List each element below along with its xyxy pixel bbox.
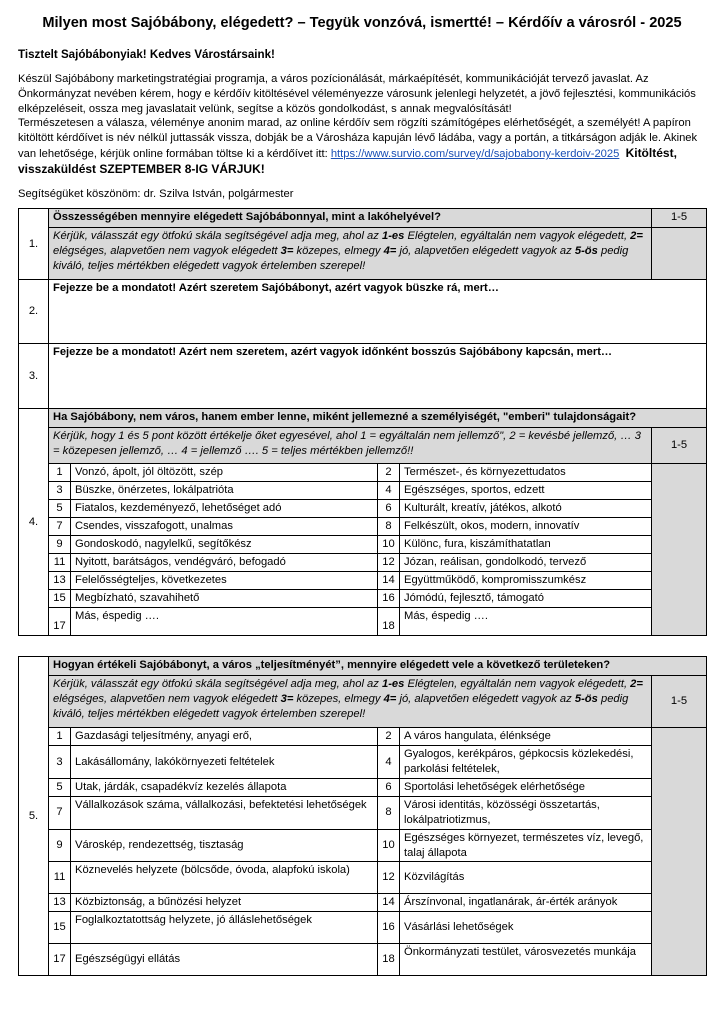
q5-item-number: 8 — [378, 796, 400, 829]
q5-score-label: 1-5 — [652, 676, 707, 728]
q4-item-number: 3 — [49, 482, 71, 500]
q2-question: Fejezze be a mondatot! Azért szeretem Sajóbábonyt, azért vagyok büszke rá, mert… — [53, 282, 499, 295]
q5-item-number: 6 — [378, 778, 400, 796]
q4-item-label: Józan, reálisan, gondolkodó, tervező — [400, 554, 652, 572]
q5-item-number: 7 — [49, 796, 71, 829]
q4-item-label: Együttműködő, kompromisszumkész — [400, 572, 652, 590]
q4-item-label: Vonzó, ápolt, jól öltözött, szép — [71, 464, 378, 482]
q4-number: 4. — [19, 409, 49, 636]
q5-item-number: 1 — [49, 728, 71, 746]
q3-question: Fejezze be a mondatot! Azért nem szeretem, azért vagyok időnként bosszús Sajóbábony kapcsán, mert… — [53, 346, 613, 359]
q4-item-number: 1 — [49, 464, 71, 482]
q1-score-field[interactable] — [652, 228, 707, 280]
q1-instructions: Kérjük, válasszát egy ötfokú skála segítségével adja meg, ahol az 1-es Elégtelen, egyáltalán nem vagyok elégedett, 2= elégséges, alapvetően nem vagyok elégedett 3= közepes, elmegy 4= jó, alapvetően elégedett vagyok az 5-ös pedig kiváló, teljes mértékben elégedett vagyok értelemben szerepel! — [49, 228, 652, 280]
greeting: Tisztelt Sajóbábonyiak! Kedves Várostársaink! — [18, 48, 275, 62]
q2-number: 2. — [19, 280, 49, 344]
q4-other-field[interactable]: Más, éspedig …. — [400, 608, 652, 636]
q4-item-number: 11 — [49, 554, 71, 572]
q5-item-label: Gyalogos, kerékpáros, gépkocsis közlekedési, parkolási feltételek, — [400, 746, 652, 779]
q5-item-label: Köznevelés helyzete (bölcsőde, óvoda, alapfokú iskola) — [71, 862, 378, 894]
q4-item-label: Fiatalos, kezdeményező, lehetőséget adó — [71, 500, 378, 518]
q5-item-number: 15 — [49, 912, 71, 944]
q4-item-label: Természet-, és környezettudatos — [400, 464, 652, 482]
q4-item-number: 17 — [49, 608, 71, 636]
q5-item-number: 10 — [378, 829, 400, 862]
thanks-signature: Segítségüket köszönöm: dr. Szilva István, polgármester — [18, 188, 294, 201]
q5-item-label: Árszínvonal, ingatlanárak, ár-érték arányok — [400, 894, 652, 912]
q5-question: Hogyan értékeli Sajóbábonyt, a város „teljesítményét”, mennyire elégedett vele a következő területeken? — [49, 657, 707, 676]
q5-item-label: Sportolási lehetőségek elérhetősége — [400, 778, 652, 796]
q4-item-number: 18 — [378, 608, 400, 636]
q4-item-number: 5 — [49, 500, 71, 518]
q4-item-number: 2 — [378, 464, 400, 482]
deadline-text: Kitöltést, visszaküldést SZEPTEMBER 8-IG VÁRJUK! — [18, 146, 677, 177]
q4-item-label: Nyitott, barátságos, vendégváró, befogadó — [71, 554, 378, 572]
q5-item-label: Vásárlási lehetőségek — [400, 912, 652, 944]
q4-item-label: Büszke, önérzetes, lokálpatrióta — [71, 482, 378, 500]
q5-number: 5. — [19, 657, 49, 976]
q4-item-number: 7 — [49, 518, 71, 536]
q4-score-label: 1-5 — [652, 428, 707, 464]
q5-item-number: 11 — [49, 862, 71, 894]
q4-item-number: 6 — [378, 500, 400, 518]
q1-score-label: 1-5 — [652, 209, 707, 228]
q4-item-number: 14 — [378, 572, 400, 590]
q5-item-number: 13 — [49, 894, 71, 912]
q4-item-label: Megbízható, szavahihető — [71, 590, 378, 608]
q3-number: 3. — [19, 344, 49, 409]
q4-item-number: 12 — [378, 554, 400, 572]
q5-item-number: 16 — [378, 912, 400, 944]
survey-table-2 — [18, 656, 707, 976]
intro — [18, 72, 706, 178]
q5-item-label: A város hangulata, élénksége — [400, 728, 652, 746]
q4-item-label: Felkészült, okos, modern, innovatív — [400, 518, 652, 536]
q5-item-number: 14 — [378, 894, 400, 912]
intro-paragraph-1: Készül Sajóbábony marketingstratégiai programja, a város pozícionálását, márkaépítését, kommunikációját tervező javaslat. Az Önkormányzat nevében kérem, hogy e kérdőív kitöltésével véleményezze városunk jelenlegi helyzetét, a jövő fejlesztési, kommunikációs elképzeléseit, ossza meg javaslatait velünk, segítse a közös gondolkodást, s annak megvalósítását! — [18, 72, 696, 115]
q5-instructions: Kérjük, válasszát egy ötfokú skála segítségével adja meg, ahol az 1-es Elégtelen, egyáltalán nem vagyok elégedett, 2= elégséges, alapvetően nem vagyok elégedett 3= közepes, elmegy 4= jó, alapvetően elégedett vagyok az 5-ös pedig kiváló, teljes mértékben elégedett vagyok értelemben szerepel! — [49, 676, 652, 728]
q4-item-label: Különc, fura, kiszámíthatatlan — [400, 536, 652, 554]
survey-table-1 — [18, 208, 707, 636]
q5-item-label: Gazdasági teljesítmény, anyagi erő, — [71, 728, 378, 746]
q5-item-label: Városi identitás, közösségi összetartás, lokálpatriotizmus, — [400, 796, 652, 829]
intro-paragraph-2 — [18, 116, 706, 178]
q5-item-number: 4 — [378, 746, 400, 779]
q4-other-field[interactable]: Más, éspedig …. — [71, 608, 378, 636]
q5-item-number: 5 — [49, 778, 71, 796]
q5-item-label: Vállalkozások száma, vállalkozási, befektetési lehetőségek — [71, 796, 378, 829]
q4-item-label: Felelősségteljes, következetes — [71, 572, 378, 590]
q5-item-label: Önkormányzati testület, városvezetés munkája — [400, 944, 652, 976]
q5-item-label: Egészségügyi ellátás — [71, 944, 378, 976]
q5-item-number: 3 — [49, 746, 71, 779]
q2-answer-field[interactable] — [49, 280, 707, 344]
q4-item-number: 15 — [49, 590, 71, 608]
q4-question: Ha Sajóbábony, nem város, hanem ember lenne, miként jellemezné a személyiségét, "emberi" tulajdonságait? — [49, 409, 707, 428]
q5-item-label: Egészséges környezet, természetes víz, levegő, talaj állapota — [400, 829, 652, 862]
q4-item-label: Csendes, visszafogott, unalmas — [71, 518, 378, 536]
page-title: Milyen most Sajóbábony, elégedett? – Tegyük vonzóvá, ismertté! – Kérdőív a városról - 2025 — [42, 15, 682, 31]
q4-item-number: 9 — [49, 536, 71, 554]
q5-item-number: 12 — [378, 862, 400, 894]
q5-item-label: Foglalkoztatottság helyzete, jó álláslehetőségek — [71, 912, 378, 944]
q4-item-label: Kulturált, kreatív, játékos, alkotó — [400, 500, 652, 518]
q4-item-label: Jómódú, fejlesztő, támogató — [400, 590, 652, 608]
q4-score-field[interactable] — [652, 464, 707, 636]
q1-number: 1. — [19, 209, 49, 280]
q4-item-number: 4 — [378, 482, 400, 500]
q4-item-label: Egészséges, sportos, edzett — [400, 482, 652, 500]
q4-item-number: 8 — [378, 518, 400, 536]
q5-item-number: 2 — [378, 728, 400, 746]
intro-paragraph-2-text: Természetesen a válasza, véleménye anonim marad, az online kérdőív sem rögzíti számítógépes elérhetőségét, a személyét! A papíron kitöltött kérdőívet is név nélkül juttassák vissza, dobják be a Városháza kapuján lévő ládába, vagy a portán, a titkárságon adják le. Akinek van lehetősége, kérjük online formában töltse ki a kérdőívet itt: — [18, 117, 698, 161]
survey-link[interactable]: https://www.survio.com/survey/d/sajobabony-kerdoiv-2025 — [330, 148, 620, 161]
q5-score-field[interactable] — [652, 728, 707, 976]
q5-item-number: 17 — [49, 944, 71, 976]
q5-item-label: Lakásállomány, lakókörnyezeti feltételek — [71, 746, 378, 779]
q4-item-label: Gondoskodó, nagylelkű, segítőkész — [71, 536, 378, 554]
q4-item-number: 10 — [378, 536, 400, 554]
q3-answer-field[interactable] — [49, 344, 707, 409]
table-gap — [18, 636, 706, 656]
q5-item-label: Utak, járdák, csapadékvíz kezelés állapota — [71, 778, 378, 796]
q5-item-label: Közvilágítás — [400, 862, 652, 894]
q4-instructions: Kérjük, hogy 1 és 5 pont között értékelje őket egyesével, ahol 1 = egyáltalán nem jellemző", 2 = kevésbé jellemző, … 3 = közepesen jellemző, … 4 = jellemző …. 5 = teljes mértékben jellemző!! — [49, 428, 652, 464]
q1-question: Összességében mennyire elégedett Sajóbábonnyal, mint a lakóhelyével? — [49, 209, 652, 228]
q5-item-label: Közbiztonság, a bűnözési helyzet — [71, 894, 378, 912]
q5-item-number: 9 — [49, 829, 71, 862]
q5-item-number: 18 — [378, 944, 400, 976]
q4-item-number: 13 — [49, 572, 71, 590]
q4-item-number: 16 — [378, 590, 400, 608]
q5-item-label: Városkép, rendezettség, tisztaság — [71, 829, 378, 862]
